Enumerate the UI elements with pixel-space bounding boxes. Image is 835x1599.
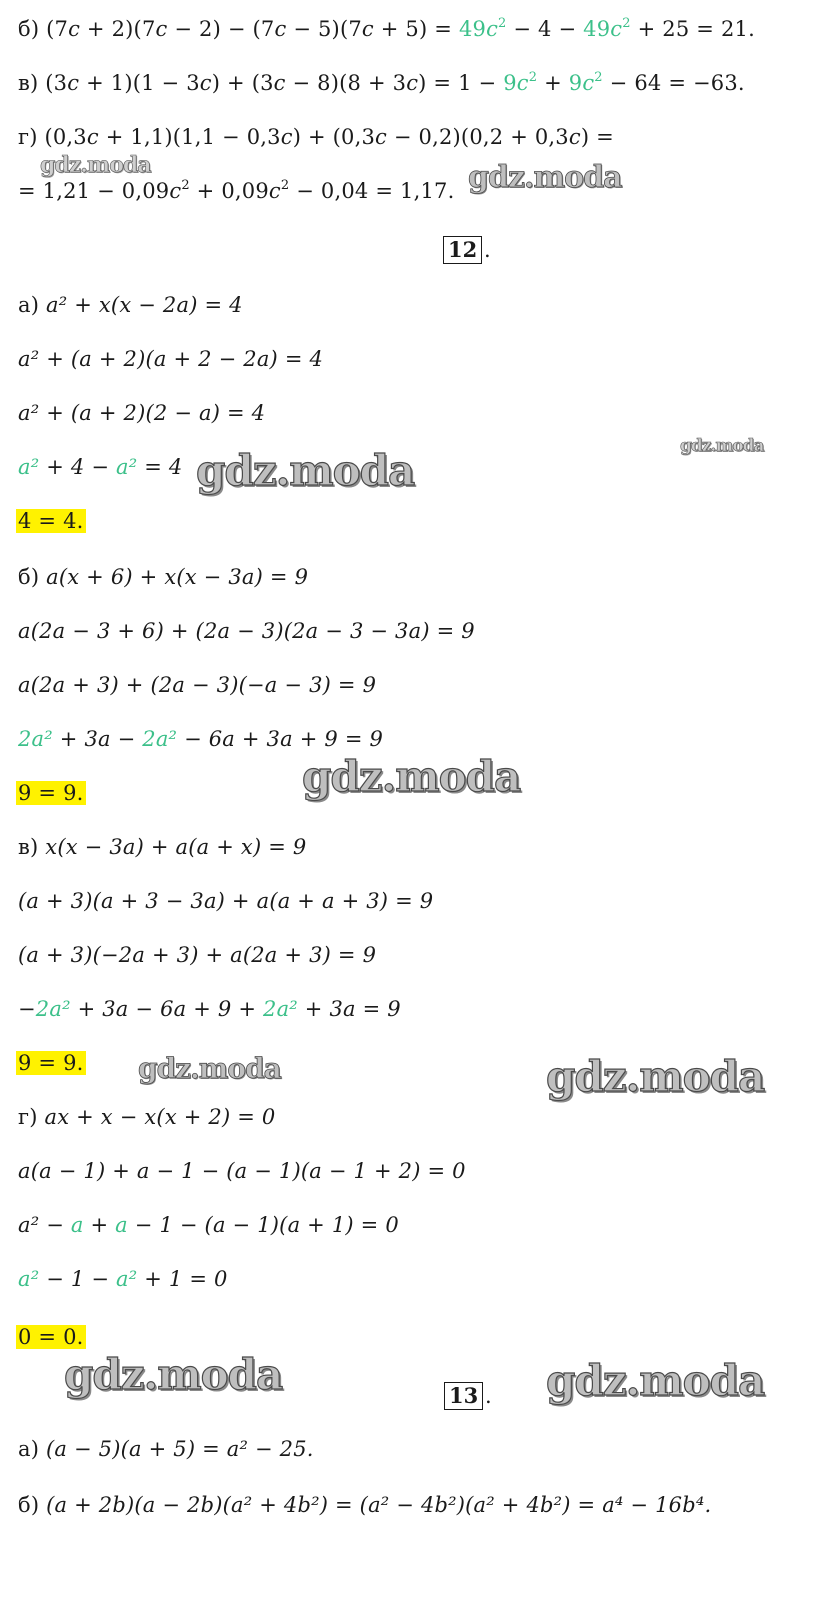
ex12-g-line3: a² − a + a − 1 − (a − 1)(a + 1) = 0 — [18, 1213, 399, 1237]
watermark: gdz.moda — [680, 436, 764, 456]
ex12-b-line2: a(2a − 3 + 6) + (2a − 3)(2a − 3 − 3a) = 9 — [18, 619, 475, 643]
watermark: gdz.moda — [196, 446, 415, 495]
ex12-v-result: 9 = 9. — [18, 1051, 84, 1075]
ex12-b-line4: 2a² + 3a − 2a² − 6a + 3a + 9 = 9 — [18, 727, 384, 751]
ex12-a-line4: a² + 4 − a² = 4 — [18, 455, 183, 479]
watermark: gdz.moda — [302, 752, 521, 801]
ex12-b-result: 9 = 9. — [18, 781, 84, 805]
ex12-v-line3: (a + 3)(−2a + 3) + a(2a + 3) = 9 — [18, 943, 377, 967]
ex13-b-line: б) (a + 2b)(a − 2b)(a² + 4b²) = (a² − 4b²)(a² + 4b²) = a⁴ − 16b⁴. — [18, 1493, 712, 1517]
ex13-a-line: а) (a − 5)(a + 5) = a² − 25. — [18, 1437, 314, 1461]
highlight-term: $9c^2$ — [568, 70, 603, 95]
ex11-b-line: б) $(7c + 2)(7c - 2) - (7c - 5)(7c + 5) = 49c^2 - 4 - 49c^2 + 25 = 21$. — [18, 16, 755, 41]
watermark: gdz.moda — [138, 1052, 281, 1085]
exercise-number-dot: . — [484, 238, 491, 262]
ex12-g-line4: a² − 1 − a² + 1 = 0 — [18, 1267, 228, 1291]
ex11-g-line1: г) (0,3c + 1,1)(1,1 − 0,3c) + (0,3c − 0,2)(0,2 + 0,3c) = — [18, 125, 614, 149]
ex11-v-line: в) $(3c + 1)(1 - 3c) + (3c - 8)(8 + 3c) = 1 - 9c^2 + 9c^2 - 64 = -63$. — [18, 70, 745, 95]
highlight-term: $49c^2$ — [458, 16, 507, 41]
ex11-g-line2: = $1,21 - 0,09c^2 + 0,09c^2 - 0,04 = 1,17$. — [18, 178, 455, 203]
watermark: gdz.moda — [468, 160, 622, 195]
ex12-g-line1: г) ax + x − x(x + 2) = 0 — [18, 1105, 276, 1129]
ex12-g-line2: a(a − 1) + a − 1 − (a − 1)(a − 1 + 2) = 0 — [18, 1159, 466, 1183]
ex12-v-line1: в) x(x − 3a) + a(a + x) = 9 — [18, 835, 307, 859]
ex12-v-line2: (a + 3)(a + 3 − 3a) + a(a + a + 3) = 9 — [18, 889, 434, 913]
watermark: gdz.moda — [40, 152, 151, 178]
ex12-a-result: 4 = 4. — [18, 509, 84, 533]
ex12-b-line3: a(2a + 3) + (2a − 3)(−a − 3) = 9 — [18, 673, 377, 697]
ex12-a-line2: a² + (a + 2)(a + 2 − 2a) = 4 — [18, 347, 324, 371]
ex12-b-line1: б) a(x + 6) + x(x − 3a) = 9 — [18, 565, 309, 589]
highlight-term: $49c^2$ — [583, 16, 631, 41]
watermark: gdz.moda — [546, 1356, 765, 1405]
watermark: gdz.moda — [546, 1052, 765, 1101]
ex12-a-line1: а) a² + x(x − 2a) = 4 — [18, 293, 243, 317]
ex12-v-line4: −2a² + 3a − 6a + 9 + 2a² + 3a = 9 — [18, 997, 401, 1021]
exercise-number-dot: . — [485, 1384, 492, 1408]
exercise-number-12: 12 — [443, 236, 482, 264]
ex12-a-line3: a² + (a + 2)(2 − a) = 4 — [18, 401, 266, 425]
exercise-number-13: 13 — [444, 1382, 483, 1410]
highlight-term: $9c^2$ — [503, 70, 538, 95]
watermark: gdz.moda — [64, 1350, 283, 1399]
ex12-g-result: 0 = 0. — [18, 1325, 84, 1349]
